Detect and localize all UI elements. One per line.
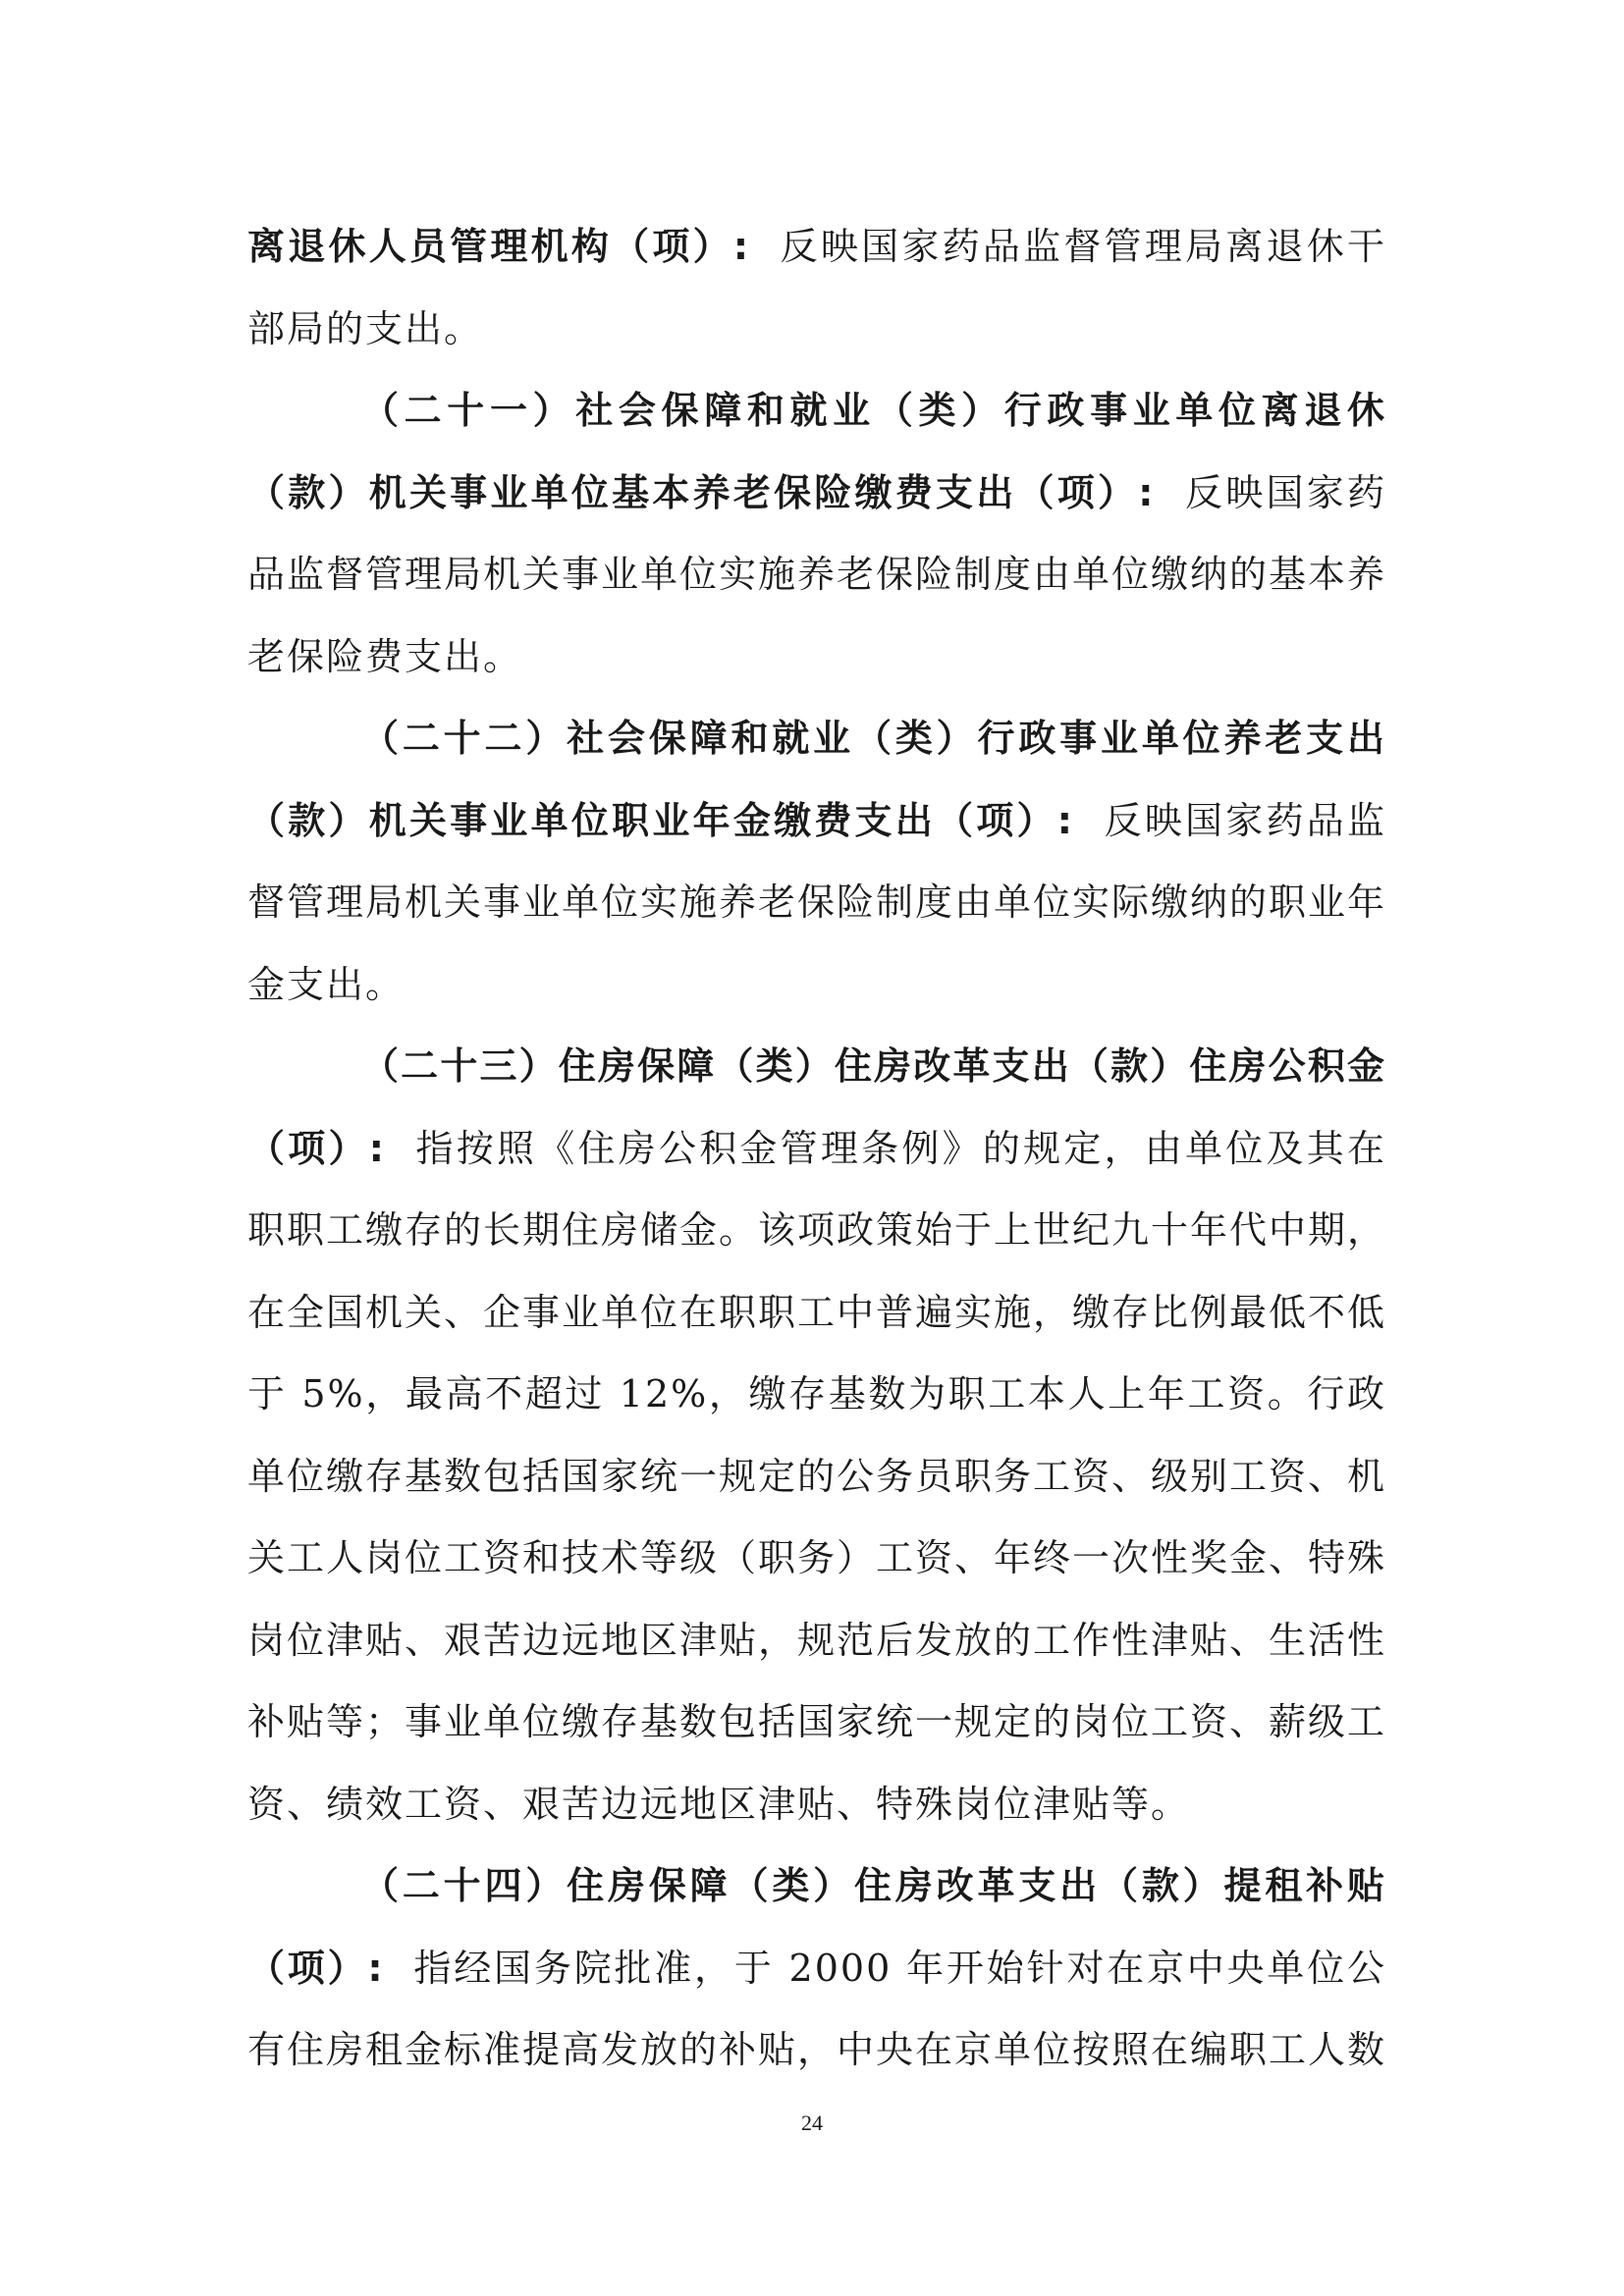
paragraph-heading: 离退休人员管理机构（项）: bbox=[247, 225, 751, 268]
paragraph-text: 反映国家药品监督管理局离退休干部局的支出。 bbox=[247, 225, 1386, 350]
document-body bbox=[247, 206, 1386, 2092]
paragraph-24 bbox=[247, 1845, 1386, 2092]
paragraph-23 bbox=[247, 1026, 1386, 1845]
paragraph-retiree-management bbox=[247, 206, 1386, 370]
paragraph-heading: （二十二）社会保障和就业（类）行政事业单位养老支出（款）机关事业单位职业年金缴费支出（项）: bbox=[247, 717, 1386, 842]
page-number: 24 bbox=[801, 2110, 823, 2135]
paragraph-22 bbox=[247, 698, 1386, 1026]
paragraph-21 bbox=[247, 370, 1386, 698]
paragraph-text: 反映国家药品监督管理局机关事业单位实施养老保险制度由单位缴纳的基本养老保险费支出。 bbox=[247, 470, 1387, 678]
paragraph-text: 指经国务院批准，于 2000 年开始针对在京中央单位公有住房租金标准提高发放的补贴，中央在京单位按照在编职工人数 bbox=[247, 1946, 1387, 2071]
paragraph-text: 指按照《住房公积金管理条例》的规定，由单位及其在职职工缴存的长期住房储金。该项政策始于上世纪九十年代中期，在全国机关、企事业单位在职职工中普遍实施，缴存比例最低不低于 5%，最高不超过 12%，缴存基数为职工本人上年工资。行政单位缴存基数包括国家统一规定的公务员职务工资、级别工资、机关工人岗位工资和技术等级（职务）工资、年终一次性奖金、特殊岗位津贴、艰苦边远地区津贴，规范后发放的工作性津贴、生活性补贴等；事业单位缴存基数包括国家统一规定的岗位工资、薪级工资、绩效工资、艰苦边远地区津贴、特殊岗位津贴等。 bbox=[247, 1126, 1387, 1826]
paragraph-text: 反映国家药品监督管理局机关事业单位实施养老保险制度由单位实际缴纳的职业年金支出。 bbox=[247, 798, 1387, 1006]
paragraph-heading: （二十三）住房保障（类）住房改革支出（款）住房公积金（项）: bbox=[247, 1044, 1386, 1170]
paragraph-heading: （二十四）住房保障（类）住房改革支出（款）提租补贴（项）: bbox=[247, 1864, 1386, 1990]
paragraph-heading: （二十一）社会保障和就业（类）行政事业单位离退休（款）机关事业单位基本养老保险缴费支出（项）: bbox=[247, 389, 1386, 514]
